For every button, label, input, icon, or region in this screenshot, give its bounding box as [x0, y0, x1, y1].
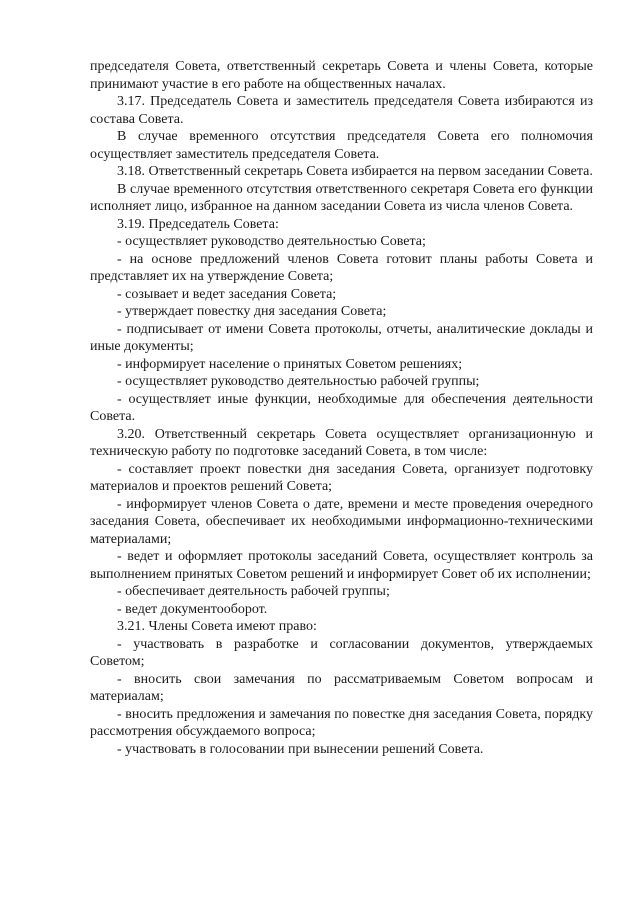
list-item: - подписывает от имени Совета протоколы, отчеты, аналитические доклады и иные документы;: [90, 321, 593, 354]
paragraph: В случае временного отсутствия ответственного секретаря Совета его функции исполняет лицо, избранное на данном заседании Совета из числа членов Совета.: [90, 181, 593, 214]
list-item: - осуществляет иные функции, необходимые для обеспечения деятельности Совета.: [90, 391, 593, 424]
list-item: - ведет и оформляет протоколы заседаний Совета, осуществляет контроль за выполнением принятых Советом решений и информирует Совет об их исполнении;: [90, 549, 593, 582]
list-item: - обеспечивает деятельность рабочей группы;: [117, 584, 390, 599]
list-item: - ведет документооборот.: [117, 601, 268, 617]
clause-3-17: 3.17. Председатель Совета и заместитель председателя Совета избираются из состава Совета.: [90, 94, 593, 127]
list-item: - участвовать в разработке и согласовании документов, утверждаемых Советом;: [90, 636, 593, 669]
list-item: - участвовать в голосовании при вынесении решений Совета.: [117, 741, 484, 757]
clause-3-20: 3.20. Ответственный секретарь Совета осуществляет организационную и техническую работу по подготовке заседаний Совета, в том числе:: [90, 426, 593, 459]
paragraph-continuation: председателя Совета, ответственный секретарь Совета и члены Совета, которые принимают участие в его работе на общественных началах.: [90, 59, 593, 92]
list-item: - информирует членов Совета о дате, времени и месте проведения очередного заседания Совета, обеспечивает их необходимыми информационно-техническими материалами;: [90, 496, 593, 547]
list-item: - созывает и ведет заседания Совета;: [117, 286, 337, 302]
list-item: - вносить предложения и замечания по повестке дня заседания Совета, порядку рассмотрения обсуждаемого вопроса;: [90, 706, 593, 739]
list-item: - вносить свои замечания по рассматриваемым Советом вопросам и материалам;: [90, 671, 593, 704]
list-item: - информирует население о принятых Советом решениях;: [117, 356, 463, 372]
list-item: - осуществляет руководство деятельностью Совета;: [117, 234, 426, 249]
clause-3-21: 3.21. Члены Совета имеют право:: [117, 619, 317, 634]
paragraph: В случае временного отсутствия председателя Совета его полномочия осуществляет заместитель председателя Совета.: [90, 129, 593, 162]
list-item: - утверждает повестку дня заседания Совета;: [117, 304, 387, 319]
list-item: - составляет проект повестки дня заседания Совета, организует подготовку материалов и проектов решений Совета;: [90, 461, 593, 494]
clause-3-19: 3.19. Председатель Совета:: [117, 216, 279, 232]
document-page: [90, 58, 593, 758]
clause-3-18: 3.18. Ответственный секретарь Совета избирается на первом заседании Совета.: [117, 164, 593, 179]
list-item: - на основе предложений членов Совета готовит планы работы Совета и представляет их на утверждение Совета;: [90, 251, 593, 284]
list-item: - осуществляет руководство деятельностью рабочей группы;: [117, 374, 480, 389]
